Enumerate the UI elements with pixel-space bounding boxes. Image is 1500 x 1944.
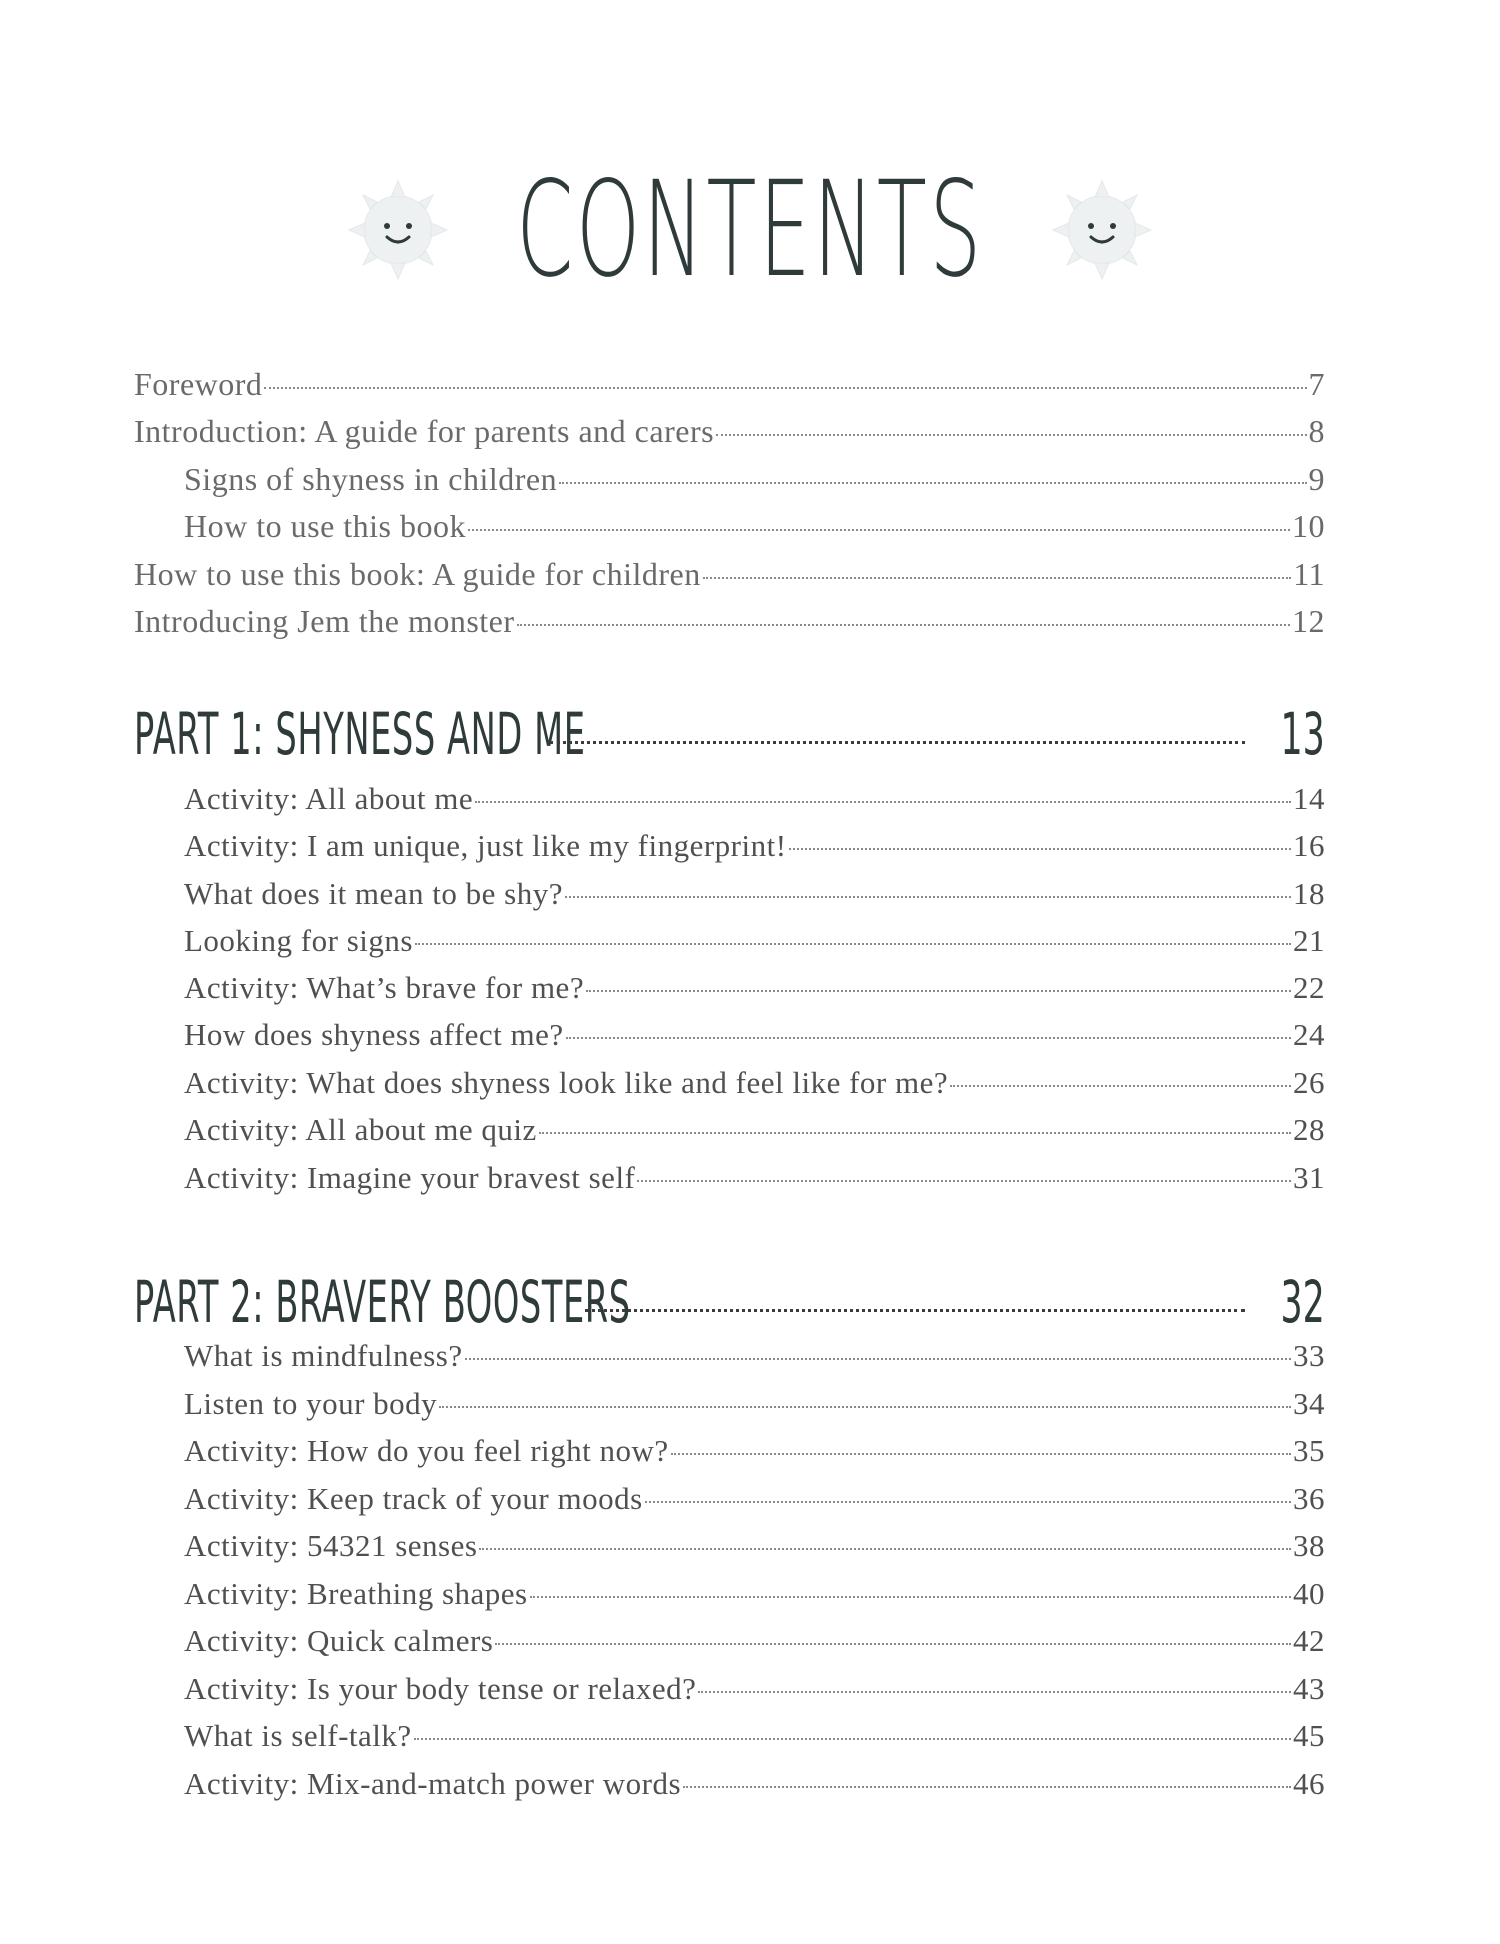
- part-heading-1[interactable]: [134, 700, 1325, 768]
- toc-page-number: 10: [1292, 508, 1325, 544]
- toc-page-number: 43: [1293, 1671, 1325, 1706]
- toc-entry-label: Activity: Keep track of your moods: [184, 1481, 643, 1516]
- toc-entry-label: Activity: How do you feel right now?: [184, 1433, 669, 1468]
- dot-leader: [585, 1309, 1245, 1312]
- toc-page-number: 7: [1308, 366, 1325, 402]
- toc-page-number: 14: [1293, 781, 1325, 816]
- dot-leader: [637, 1180, 1291, 1182]
- toc-page-number: 38: [1293, 1528, 1325, 1563]
- toc-entry[interactable]: [184, 1718, 1325, 1754]
- part-heading-label: PART 2: BRAVERY BOOSTERS: [134, 1268, 631, 1336]
- toc-entry[interactable]: [184, 1338, 1325, 1374]
- toc-entry-label: Activity: Imagine your bravest self: [184, 1160, 636, 1195]
- toc-entry-introduction[interactable]: [134, 413, 1325, 450]
- toc-page-number: 42: [1293, 1623, 1325, 1658]
- dot-leader: [703, 577, 1291, 579]
- toc-page-number: 16: [1293, 828, 1325, 863]
- toc-entry-label: How does shyness affect me?: [184, 1017, 564, 1052]
- toc-entry[interactable]: [184, 1386, 1325, 1422]
- toc-page-number: 36: [1293, 1481, 1325, 1516]
- dot-leader: [468, 529, 1290, 531]
- smiling-sun-icon-left: [343, 175, 453, 285]
- dot-leader: [559, 482, 1306, 484]
- toc-page-number: 45: [1293, 1718, 1325, 1753]
- toc-page-number: 46: [1293, 1766, 1325, 1801]
- part-page-number: 32: [1280, 1268, 1325, 1336]
- page-title: CONTENTS: [516, 153, 984, 307]
- toc-entry-label: Activity: I am unique, just like my fingerprint!: [184, 828, 787, 863]
- dot-leader: [586, 990, 1291, 992]
- toc-entry-label: How to use this book: [184, 508, 466, 544]
- toc-page-number: 21: [1293, 923, 1325, 958]
- dot-leader: [550, 741, 1245, 744]
- toc-page-number: 12: [1292, 603, 1325, 639]
- dot-leader: [264, 387, 1306, 389]
- toc-page-number: 34: [1293, 1386, 1325, 1421]
- toc-entry[interactable]: [184, 923, 1325, 959]
- toc-entry-foreword[interactable]: [134, 366, 1325, 403]
- toc-entry-label: Listen to your body: [184, 1386, 438, 1421]
- dot-leader: [530, 1596, 1291, 1598]
- part-heading-label: PART 1: SHYNESS AND ME: [134, 700, 586, 768]
- toc-page-number: 11: [1293, 556, 1325, 592]
- dot-leader: [415, 943, 1291, 945]
- dot-leader: [495, 1643, 1291, 1645]
- toc-entry[interactable]: [184, 1433, 1325, 1469]
- toc-entry[interactable]: [184, 1766, 1325, 1802]
- toc-page-number: 40: [1293, 1576, 1325, 1611]
- dot-leader: [465, 1358, 1291, 1360]
- toc-entry-label: Activity: What’s brave for me?: [184, 970, 585, 1005]
- toc-page-number: 35: [1293, 1433, 1325, 1468]
- toc-entry[interactable]: [184, 1576, 1325, 1612]
- toc-entry-label: Activity: Is your body tense or relaxed?: [184, 1671, 697, 1706]
- dot-leader: [566, 1037, 1291, 1039]
- dot-leader: [698, 1691, 1291, 1693]
- dot-leader: [645, 1501, 1291, 1503]
- dot-leader: [950, 1085, 1291, 1087]
- toc-entry-label: Activity: Quick calmers: [184, 1623, 494, 1658]
- toc-page-number: 8: [1308, 413, 1325, 449]
- title-row: [0, 150, 1500, 310]
- toc-entry-label: Activity: All about me: [184, 781, 474, 816]
- toc-entry-guide-for-children[interactable]: [134, 556, 1325, 593]
- part-page-number: 13: [1280, 700, 1325, 768]
- toc-entry-label: What is mindfulness?: [184, 1338, 463, 1373]
- dot-leader: [517, 624, 1290, 626]
- toc-entry[interactable]: [184, 781, 1325, 817]
- dot-leader: [414, 1738, 1291, 1740]
- dot-leader: [475, 801, 1291, 803]
- toc-entry-label: What does it mean to be shy?: [184, 876, 564, 911]
- toc-entry-label: How to use this book: A guide for children: [134, 556, 701, 592]
- dot-leader: [671, 1453, 1291, 1455]
- toc-entry[interactable]: [184, 1017, 1325, 1053]
- toc-page-number: 28: [1293, 1112, 1325, 1147]
- dot-leader: [565, 896, 1291, 898]
- toc-page-number: 18: [1293, 876, 1325, 911]
- toc-page-number: 31: [1293, 1160, 1325, 1195]
- dot-leader: [539, 1132, 1291, 1134]
- toc-entry-label: Activity: Mix-and-match power words: [184, 1766, 682, 1801]
- toc-entry[interactable]: [184, 970, 1325, 1006]
- toc-entry-signs-of-shyness[interactable]: [184, 461, 1325, 498]
- toc-page-number: 9: [1308, 461, 1325, 497]
- toc-entry[interactable]: [184, 1112, 1325, 1148]
- toc-entry-label: Activity: Breathing shapes: [184, 1576, 528, 1611]
- smiling-sun-icon-right: [1047, 175, 1157, 285]
- toc-entry[interactable]: [184, 1160, 1325, 1196]
- toc-page-number: 26: [1293, 1065, 1325, 1100]
- dot-leader: [716, 434, 1306, 436]
- dot-leader: [439, 1406, 1291, 1408]
- toc-entry-label: Looking for signs: [184, 923, 413, 958]
- toc-entry-label: Introduction: A guide for parents and carers: [134, 413, 715, 449]
- toc-entry[interactable]: [184, 1623, 1325, 1659]
- toc-entry[interactable]: [184, 1671, 1325, 1707]
- toc-entry-introducing-jem[interactable]: [134, 603, 1325, 640]
- toc-page-number: 22: [1293, 970, 1325, 1005]
- toc-entry-label: Activity: 54321 senses: [184, 1528, 478, 1563]
- toc-entry[interactable]: [184, 876, 1325, 912]
- toc-entry[interactable]: [184, 1065, 1325, 1101]
- toc-entry-label: Activity: What does shyness look like and feel like for me?: [184, 1065, 949, 1100]
- toc-entry[interactable]: [184, 1528, 1325, 1564]
- part-heading-2[interactable]: [134, 1268, 1325, 1336]
- toc-entry-label: Introducing Jem the monster: [134, 603, 515, 639]
- dot-leader: [683, 1786, 1291, 1788]
- toc-entry-label: Activity: All about me quiz: [184, 1112, 537, 1147]
- toc-page-number: 24: [1293, 1017, 1325, 1052]
- toc-entry-how-to-use[interactable]: [184, 508, 1325, 545]
- toc-entry[interactable]: [184, 828, 1325, 864]
- dot-leader: [479, 1548, 1291, 1550]
- toc-entry-label: Signs of shyness in children: [184, 461, 558, 497]
- dot-leader: [789, 848, 1291, 850]
- toc-entry-label: What is self-talk?: [184, 1718, 412, 1753]
- toc-entry-label: Foreword: [134, 366, 263, 402]
- toc-entry[interactable]: [184, 1481, 1325, 1517]
- toc-page-number: 33: [1293, 1338, 1325, 1373]
